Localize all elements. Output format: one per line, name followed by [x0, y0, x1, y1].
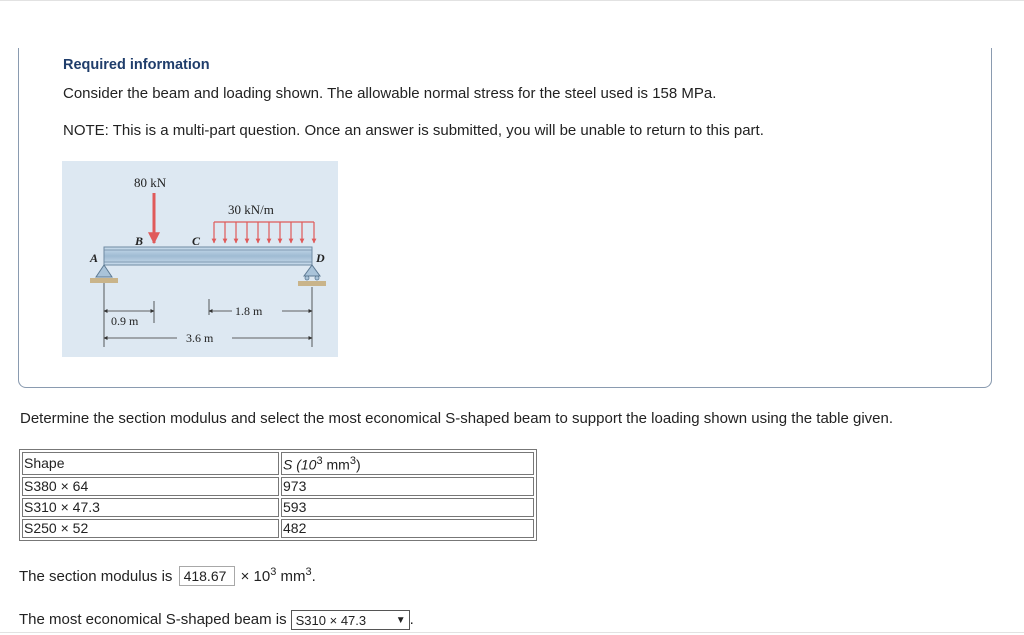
question-text: Determine the section modulus and select the most economical S-shaped beam to support the loading shown using the table given.: [20, 410, 894, 427]
header-shape: Shape: [22, 452, 279, 475]
row-s: 482: [281, 519, 534, 538]
section-modulus-input[interactable]: 418.67: [179, 566, 235, 586]
beam-figure: [62, 161, 338, 357]
support-d: [298, 265, 326, 347]
table-row: [22, 498, 534, 517]
beam-select-dropdown[interactable]: [291, 610, 410, 630]
row-s: 593: [281, 498, 534, 517]
header-section-modulus: S ($10^3$ $mm^3$): [281, 452, 534, 475]
chevron-down-icon: ▼: [395, 614, 406, 626]
beam-selection-answer-line: The most economical S-shaped beam is S310 × 47.3 ▼ .: [19, 610, 414, 630]
table-row: [22, 519, 534, 538]
row-s: 973: [281, 477, 534, 496]
distributed-load-label: 30 kN/m: [228, 202, 274, 217]
bottom-divider: [0, 632, 1024, 633]
table-row: [22, 477, 534, 496]
top-divider: [0, 0, 1024, 1]
label-a: A: [90, 251, 99, 265]
table-header-row: [22, 452, 534, 475]
distributed-load-arrows: [214, 222, 314, 243]
section-modulus-answer-line: The section modulus is $418.67 \times 10^3$ $mm^3$.: [19, 566, 316, 585]
row-shape: S250 × 52: [22, 519, 279, 538]
shape-table: [19, 449, 537, 541]
dim-ad-label: 3.6 m: [186, 331, 214, 345]
beam-diagram: [62, 161, 338, 357]
label-b: B: [135, 234, 144, 248]
row-shape: S310 × 47.3: [22, 498, 279, 517]
row-shape: S380 × 64: [22, 477, 279, 496]
label-d: D: [316, 251, 325, 265]
multipart-note: NOTE: This is a multi-part question. Once an answer is submitted, you will be unable to return to this part.: [63, 122, 764, 139]
required-information-title: Required information: [63, 57, 210, 73]
dim-ab-label: 0.9 m: [111, 314, 139, 328]
point-load-label: 80 kN: [134, 175, 167, 190]
support-a: [90, 265, 118, 347]
label-c: C: [192, 234, 201, 248]
dim-cd-label: 1.8 m: [235, 304, 263, 318]
beam-select-value: S310 × 47.3: [295, 612, 367, 628]
problem-statement: Consider the beam and loading shown. The allowable normal stress for the steel used is 158 MPa.: [63, 85, 717, 102]
